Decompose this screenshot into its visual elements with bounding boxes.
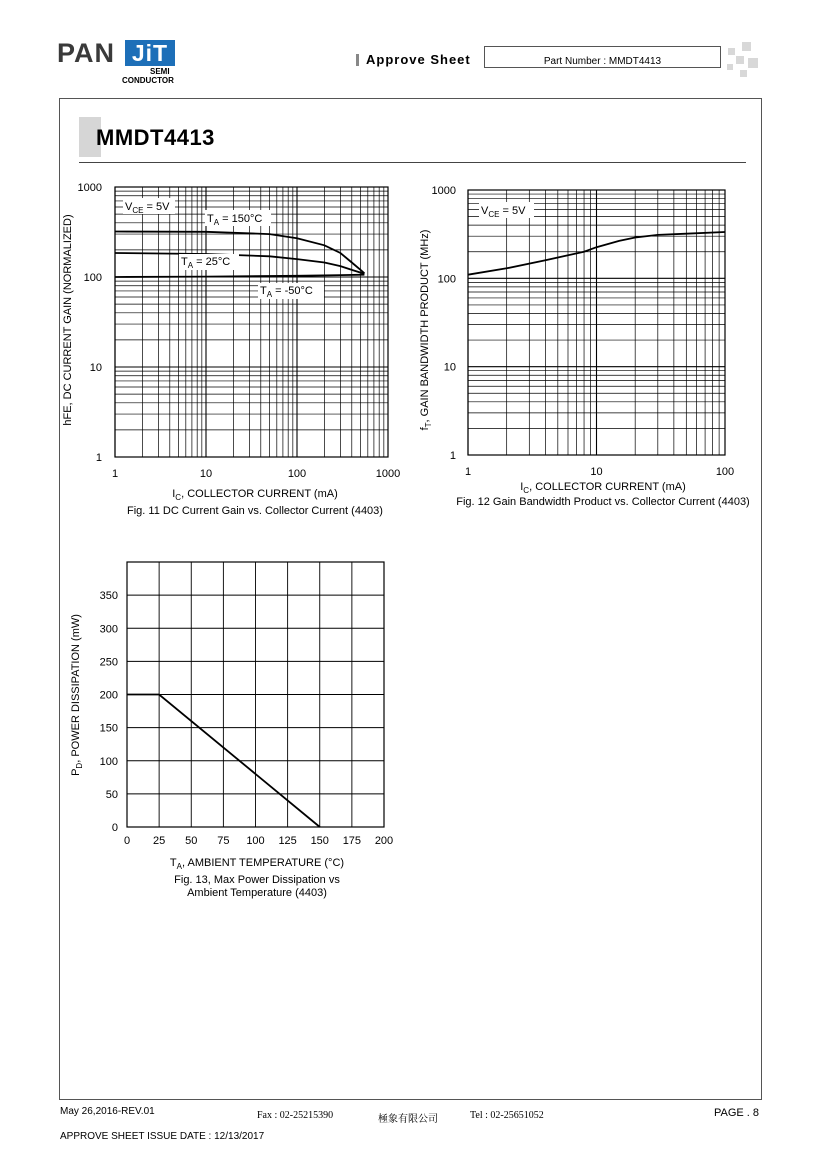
c1-ytick-label: 1 bbox=[95, 452, 102, 464]
part-number-box bbox=[484, 46, 721, 68]
chart1-label-25c bbox=[179, 254, 239, 270]
chart1-lines bbox=[115, 232, 364, 278]
chart1-plot-border bbox=[115, 187, 388, 457]
footer-fax: Fax : 02-25215390 bbox=[257, 1110, 334, 1121]
chart-fig13 bbox=[55, 550, 415, 905]
c2-ytick-label: 1000 bbox=[431, 185, 456, 197]
chart3-ylabel: $P_D$, POWER DISSIPATION (mW) bbox=[70, 614, 84, 776]
chart1-grid bbox=[115, 187, 388, 457]
c1-ytick-label: 1000 bbox=[77, 182, 102, 194]
chart2-xlabel: $I_C$, COLLECTOR CURRENT (mA) bbox=[520, 481, 686, 495]
chart2-ylabel: $f_T$, GAIN BANDWIDTH PRODUCT (MHz) bbox=[419, 229, 433, 431]
logo-jit-badge: JiT bbox=[125, 40, 175, 66]
c3-ytick-label: 200 bbox=[99, 689, 118, 702]
chart-fig12 bbox=[415, 180, 760, 515]
c3-ytick-label: 250 bbox=[99, 656, 118, 669]
chart1-title: Fig. 11 DC Current Gain vs. Collector Current (4403) bbox=[127, 505, 383, 517]
approve-marker bbox=[356, 54, 359, 66]
c3-ytick-label: 150 bbox=[99, 722, 118, 735]
c3-ytick-label: 0 bbox=[111, 822, 118, 834]
chart3-title-line1: Fig. 13, Max Power Dissipation vs bbox=[174, 874, 340, 886]
chart1-annotation-vce bbox=[123, 198, 175, 215]
chart3-xlabel: $T_A$, AMBIENT TEMPERATURE (°C) bbox=[169, 857, 345, 871]
svg-text:VCE = 5V: $V_{CE} = 5V$ bbox=[481, 205, 526, 219]
c3-ytick-label: 50 bbox=[105, 788, 118, 801]
approve-sheet-label: Approve Sheet bbox=[366, 52, 471, 67]
c1-ytick-label: 100 bbox=[83, 272, 102, 284]
chart1-label-minus50c bbox=[258, 283, 324, 299]
chart3-grid bbox=[127, 562, 384, 827]
chart2-grid bbox=[468, 190, 725, 455]
c3-xtick-label: 75 bbox=[217, 835, 230, 847]
c1-xtick-label: 10 bbox=[199, 468, 213, 480]
chart3-title-line2: Ambient Temperature (4403) bbox=[187, 887, 327, 899]
chart1-ylabel: hFE, DC CURRENT GAIN (NORMALIZED) bbox=[62, 214, 74, 426]
c1-series-1 bbox=[115, 253, 364, 274]
title-divider bbox=[79, 162, 746, 163]
page-title: MMDT4413 bbox=[96, 125, 215, 150]
c3-ytick-label: 300 bbox=[99, 623, 118, 636]
chart2-annotation-vce bbox=[479, 202, 534, 219]
chart1-label-150c bbox=[205, 210, 271, 227]
chart1-xlabel: $I_C$, COLLECTOR CURRENT (mA) bbox=[172, 488, 338, 502]
svg-text:VCE = 5V: $V_{CE} = 5V$ bbox=[125, 201, 170, 215]
chart-fig11 bbox=[55, 172, 415, 522]
footer-tel: Tel : 02-25651052 bbox=[470, 1110, 544, 1121]
svg-text:TA = 150°C: $T_A = 150^\circ C$ bbox=[207, 213, 263, 227]
footer-issue-date: APPROVE SHEET ISSUE DATE : 12/13/2017 bbox=[60, 1131, 265, 1142]
c1-xtick-label: 100 bbox=[287, 468, 307, 480]
c3-xtick-label: 50 bbox=[185, 835, 198, 847]
c1-series-0 bbox=[115, 232, 364, 274]
c3-xtick-label: 0 bbox=[123, 835, 131, 847]
c2-ytick-label: 100 bbox=[437, 273, 456, 286]
c3-xtick-label: 25 bbox=[153, 835, 166, 847]
c2-ytick-label: 10 bbox=[443, 361, 456, 374]
c1-ytick-label: 10 bbox=[89, 362, 102, 374]
c2-xtick-label: 10 bbox=[590, 466, 603, 478]
c2-xtick-label: 1 bbox=[464, 466, 472, 478]
c3-xtick-label: 175 bbox=[342, 835, 362, 847]
svg-text:TA = 25°C: $T_A = 25^\circ C$ bbox=[181, 256, 231, 270]
c3-xtick-label: 100 bbox=[246, 835, 265, 847]
c3-xtick-label: 125 bbox=[278, 835, 297, 847]
chart2-title: Fig. 12 Gain Bandwidth Product vs. Collector Current (4403) bbox=[456, 496, 750, 508]
logo-conductor-text: CONDUCTOR bbox=[122, 76, 174, 85]
svg-text:TA = -50°C: $T_A = -50^\circ C$ bbox=[260, 285, 313, 299]
c3-ytick-label: 350 bbox=[99, 590, 118, 603]
chart2-tick-labels bbox=[432, 185, 735, 478]
c1-xtick-label: 1 bbox=[111, 468, 119, 480]
c3-xtick-label: 150 bbox=[310, 835, 329, 847]
c1-xtick-label: 1000 bbox=[375, 468, 401, 480]
logo-semi-text: SEMI bbox=[150, 67, 170, 76]
logo-pan-text: PAN bbox=[57, 38, 116, 68]
c3-xtick-label: 200 bbox=[374, 835, 394, 847]
c3-ytick-label: 100 bbox=[99, 755, 118, 768]
part-number-text: Part Number : MMDT4413 bbox=[543, 56, 662, 67]
footer-date-rev: May 26,2016-REV.01 bbox=[60, 1106, 155, 1117]
footer-page: PAGE . 8 bbox=[714, 1107, 760, 1119]
footer-company: 極象有限公司 bbox=[378, 1114, 438, 1125]
c2-xtick-label: 100 bbox=[715, 466, 735, 478]
c2-ytick-label: 1 bbox=[449, 450, 456, 462]
